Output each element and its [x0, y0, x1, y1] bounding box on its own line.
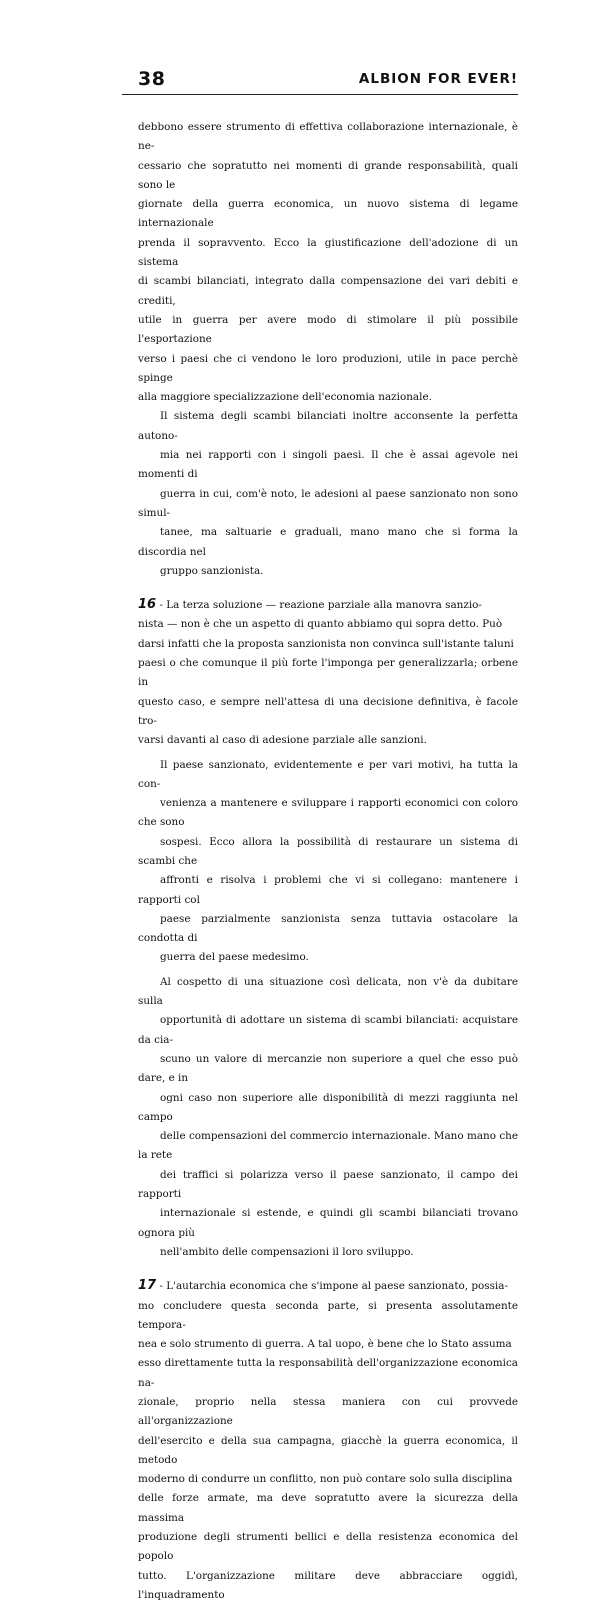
- text-line: - La terza soluzione — reazione parziale alla manovra sanzio-: [156, 599, 482, 612]
- text-line: tutto. L'organizzazione militare deve abbracciare oggidì, l'inquadramento: [138, 1569, 518, 1601]
- text-line: alla maggiore specializzazione dell'economia nazionale.: [138, 391, 432, 404]
- text-line: prenda il sopravvento. Ecco la giustificazione dell'adozione di un sistema: [138, 236, 518, 269]
- text-line: sospesi. Ecco allora la possibilità di restaurare un sistema di scambi che: [138, 835, 518, 867]
- section-number: 17: [138, 1278, 157, 1294]
- text-line: moderno di condurre un conflitto, non può contare solo sulla disciplina: [138, 1473, 513, 1486]
- body-text: [138, 118, 518, 1605]
- text-line: di scambi bilanciati, integrato dalla compensazione dei vari debiti e crediti,: [138, 275, 518, 307]
- text-line: mo concludere questa seconda parte, si presenta assolutamente tempora-: [138, 1299, 518, 1331]
- text-line: nell'ambito delle compensazioni il loro sviluppo.: [160, 1245, 414, 1258]
- running-title: ALBION FOR EVER!: [358, 71, 518, 87]
- text-line: paesi o che comunque il più forte l'imponga per generalizzarla; orbene in: [138, 657, 518, 689]
- text-line: verso i paesi che ci vendono le loro produzioni, utile in pace perchè spinge: [138, 352, 518, 384]
- header-rule: [122, 94, 518, 95]
- text-line: venienza a mantenere e sviluppare i rapporti economici con coloro che sono: [138, 797, 518, 829]
- page-header: [122, 68, 518, 92]
- paragraph: [138, 973, 518, 1262]
- text-line: nista — non è che un aspetto di quanto abbiamo qui sopra detto. Può: [138, 618, 503, 631]
- text-line: questo caso, e sempre nell'attesa di una decisione definitiva, è facole tro-: [138, 695, 518, 727]
- text-line: guerra in cui, com'è noto, le adesioni al paese sanzionato non sono simul-: [138, 487, 518, 519]
- text-line: paese parzialmente sanzionista senza tuttavia ostacolare la condotta di: [138, 912, 518, 945]
- text-line: internazionale si estende, e quindi gli scambi bilanciati trovano ognora più: [138, 1207, 518, 1239]
- text-line: dei traffici si polarizza verso il paese sanzionato, il campo dei rapporti: [138, 1168, 518, 1201]
- text-line: scuno un valore di mercanzie non superiore a quel che esso può dare, e in: [138, 1052, 518, 1085]
- text-line: opportunità di adottare un sistema di scambi bilanciati: acquistare da cia-: [138, 1014, 518, 1046]
- text-line: debbono essere strumento di effettiva collaborazione internazionale, è ne-: [138, 121, 518, 153]
- text-line: affronti e risolva i problemi che vi si collegano: mantenere i rapporti col: [138, 874, 518, 906]
- text-line: mia nei rapporti con i singoli paesi. Il che è assai agevole nei momenti di: [138, 449, 518, 481]
- text-line: cessario che sopratutto nei momenti di grande responsabilità, quali sono le: [138, 159, 518, 191]
- text-line: guerra del paese medesimo.: [160, 951, 309, 964]
- text-line: Il sistema degli scambi bilanciati inoltre acconsente la perfetta autono-: [138, 410, 518, 442]
- text-line: produzione degli strumenti bellici e della resistenza economica del popolo: [138, 1531, 518, 1563]
- text-line: dell'esercito e della sua campagna, giacchè la guerra economica, il metodo: [138, 1434, 518, 1466]
- text-line: utile in guerra per avere modo di stimolare il più possibile l'esportazione: [138, 313, 518, 346]
- text-line: - L'autarchia economica che s'impone al paese sanzionato, possia-: [156, 1280, 508, 1293]
- text-line: tanee, ma saltuarie e graduali, mano mano che si forma la discordia nel: [138, 526, 518, 558]
- text-line: Al cospetto di una situazione così delicata, non v'è da dubitare sulla: [138, 975, 518, 1008]
- text-line: delle forze armate, ma deve sopratutto avere la sicurezza della massima: [138, 1492, 518, 1524]
- text-line: esso direttamente tutta la responsabilità dell'organizzazione economica na-: [138, 1357, 518, 1389]
- paragraph: [138, 1276, 518, 1605]
- text-line: gruppo sanzionista.: [160, 564, 264, 577]
- text-line: zionale, proprio nella stessa maniera con cui provvede all'organizzazione: [138, 1396, 518, 1428]
- text-line: giornate della guerra economica, un nuovo sistema di legame internazionale: [138, 198, 518, 230]
- text-line: varsi davanti al caso di adesione parziale alle sanzioni.: [138, 734, 427, 747]
- paragraph: [138, 756, 518, 968]
- section-number: 16: [138, 597, 157, 613]
- paragraph: [138, 118, 518, 407]
- paragraph: [138, 595, 518, 750]
- text-line: Il paese sanzionato, evidentemente e per vari motivi, ha tutta la con-: [138, 758, 518, 790]
- text-line: ogni caso non superiore alle disponibilità di mezzi raggiunta nel campo: [138, 1091, 518, 1123]
- paragraph: [138, 407, 518, 581]
- text-line: darsi infatti che la proposta sanzionista non convinca sull'istante taluni: [138, 637, 514, 650]
- page-number: 38: [138, 68, 166, 90]
- text-line: delle compensazioni del commercio internazionale. Mano mano che la rete: [138, 1130, 518, 1162]
- text-line: nea e solo strumento di guerra. A tal uopo, è bene che lo Stato assuma: [138, 1338, 512, 1351]
